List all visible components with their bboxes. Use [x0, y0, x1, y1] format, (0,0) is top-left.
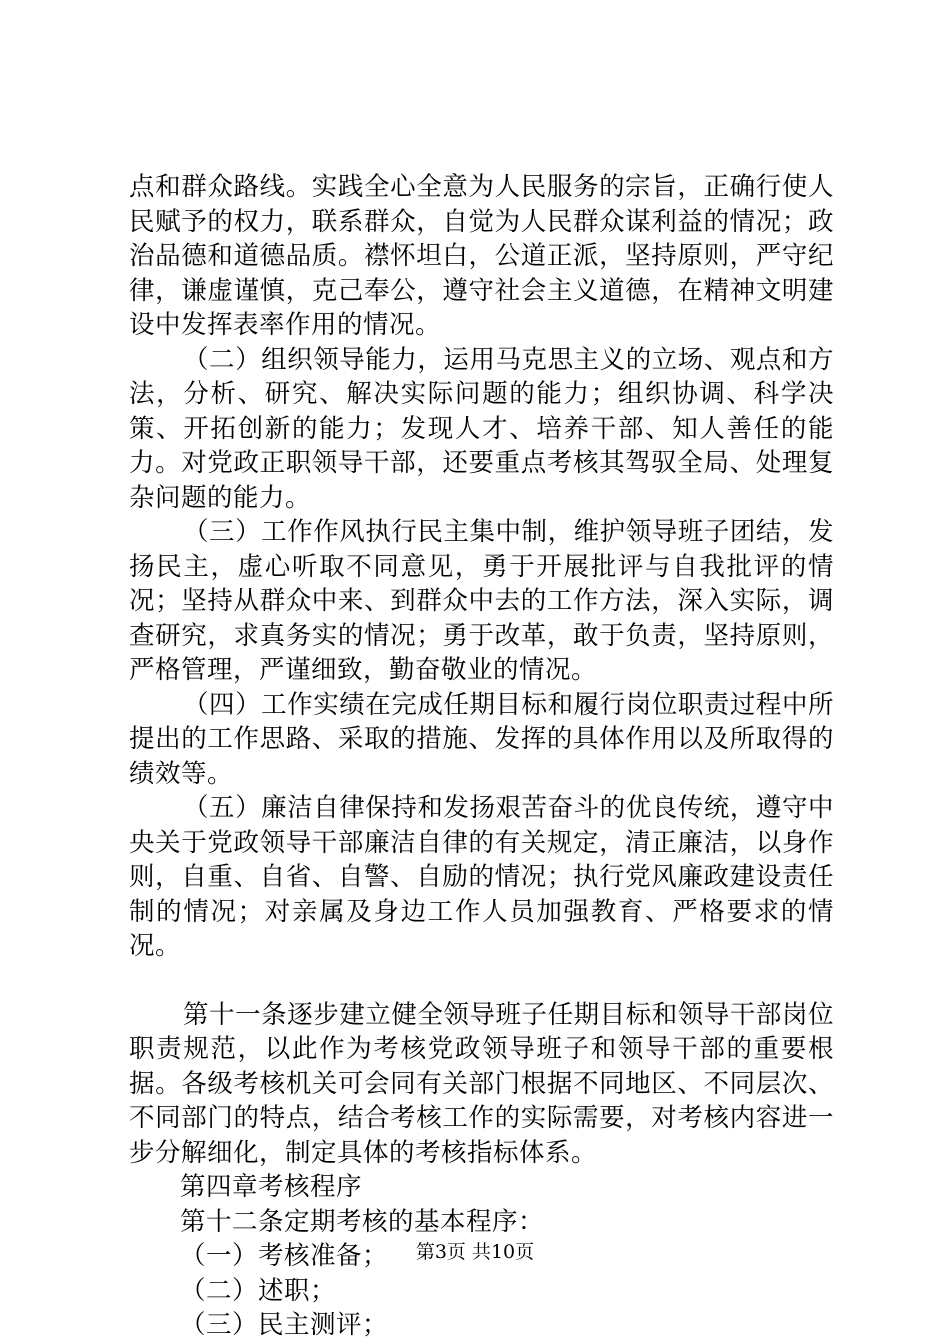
list-item-evaluation: （三）民主测评； [180, 1310, 389, 1340]
paragraph-integrity: （五）廉洁自律保持和发扬艰苦奋斗的优良传统，遵守中央关于党政领导干部廉洁自律的有关规定，清正廉洁，以身作则，自重、自省、自警、自励的情况；执行党风廉政建设责任制的情况；对亲属及身边工作人员加强教育、严格要求的情况。 [129, 793, 834, 961]
list-item-report: （二）述职； [180, 1275, 337, 1306]
list-item-preparation: （一）考核准备； [180, 1241, 389, 1271]
chapter-heading: 第四章考核程序 [180, 1172, 363, 1202]
paragraph-gap [129, 964, 834, 998]
paragraph-article-12: 第十二条定期考核的基本程序： [180, 1206, 545, 1237]
paragraph-work-style: （三）工作作风执行民主集中制，维护领导班子团结，发扬民主，虚心听取不同意见，勇于开展批评与自我批评的情况；坚持从群众中来、到群众中去的工作方法，深入实际，调查研究，求真务实的情况；勇于改革，敢于负责，坚持原则，严格管理，严谨细致，勤奋敬业的情况。 [129, 517, 834, 685]
paragraph-article-11: 第十一条逐步建立健全领导班子任期目标和领导干部岗位职责规范，以此作为考核党政领导班子和领导干部的重要根据。各级考核机关可会同有关部门根据不同地区、不同层次、不同部门的特点，结合考核工作的实际需要，对考核内容进一步分解细化，制定具体的考核指标体系。 [129, 999, 834, 1168]
document-body [129, 170, 834, 1343]
page-number: 第3页 共10页 [415, 1241, 535, 1263]
paragraph-work-performance: （四）工作实绩在完成任期目标和履行岗位职责过程中所提出的工作思路、采取的措施、发挥的具体作用以及所取得的绩效等。 [129, 689, 834, 789]
paragraph-leadership-ability: （二）组织领导能力，运用马克思主义的立场、观点和方法，分析、研究、解决实际问题的能力；组织协调、科学决策、开拓创新的能力；发现人才、培养干部、知人善任的能力。对党政正职领导干部，还要重点考核其驾驭全局、处理复杂问题的能力。 [129, 344, 834, 513]
paragraph-continuation: 点和群众路线。实践全心全意为人民服务的宗旨，正确行使人民赋予的权力，联系群众，自觉为人民群众谋利益的情况；政治品德和道德品质。襟怀坦白，公道正派，坚持原则，严守纪律，谦虚谨慎，克己奉公，遵守社会主义道德，在精神文明建设中发挥表率作用的情况。 [129, 172, 834, 340]
